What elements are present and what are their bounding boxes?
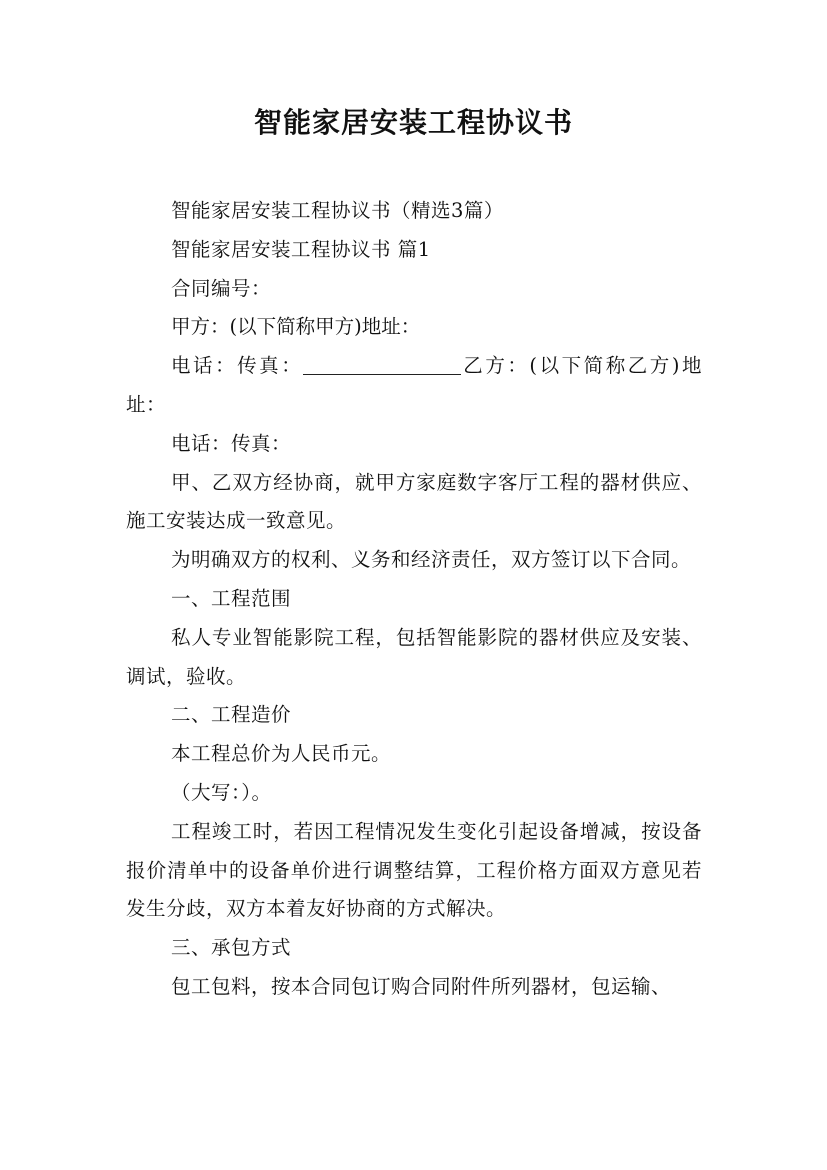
heading-project-scope: 一、工程范围 <box>171 586 292 610</box>
paragraph-total-price: 本工程总价为人民币元。 <box>171 742 392 766</box>
fill-in-blank-line <box>303 355 461 376</box>
document-title: 智能家居安装工程协议书 <box>253 106 573 139</box>
paragraph-contract-method: 包工包料，按本合同包订购合同附件所列器材，包运输、 <box>171 974 672 998</box>
paragraph-project-scope: 私人专业智能影院工程，包括智能影院的器材供应及安装、调试，验收。 <box>126 625 702 688</box>
paragraph-subtitle: 智能家居安装工程协议书（精选3篇） <box>171 199 504 222</box>
party-b-info: 乙方：(以下简称乙方)地址： <box>126 354 702 416</box>
paragraph-price-adjustment: 工程竣工时，若因工程情况发生变化引起设备增减，按设备报价清单中的设备单价进行调整结算，工程价格方面双方意见若发生分歧，双方本着友好协商的方式解决。 <box>126 819 702 921</box>
heading-project-cost: 二、工程造价 <box>171 703 292 727</box>
paragraph-price-uppercase: （大写：）。 <box>171 780 272 804</box>
paragraph-party-b-contact: 电话：传真： <box>171 431 292 455</box>
document-body <box>126 192 702 1007</box>
paragraph-agreement-intro: 甲、乙双方经协商，就甲方家庭数字客厅工程的器材供应、施工安装达成一致意见。 <box>126 470 702 533</box>
paragraph-party-a: 甲方：(以下简称甲方)地址： <box>171 315 421 339</box>
paragraph-party-a-contact <box>126 347 702 425</box>
party-a-phone-fax: 电话：传真： <box>171 354 304 378</box>
paragraph-purpose: 为明确双方的权利、义务和经济责任，双方签订以下合同。 <box>171 548 692 572</box>
heading-contract-method: 三、承包方式 <box>171 936 292 960</box>
paragraph-contract-number: 合同编号： <box>171 276 272 300</box>
paragraph-section-heading: 智能家居安装工程协议书 篇1 <box>171 237 431 261</box>
